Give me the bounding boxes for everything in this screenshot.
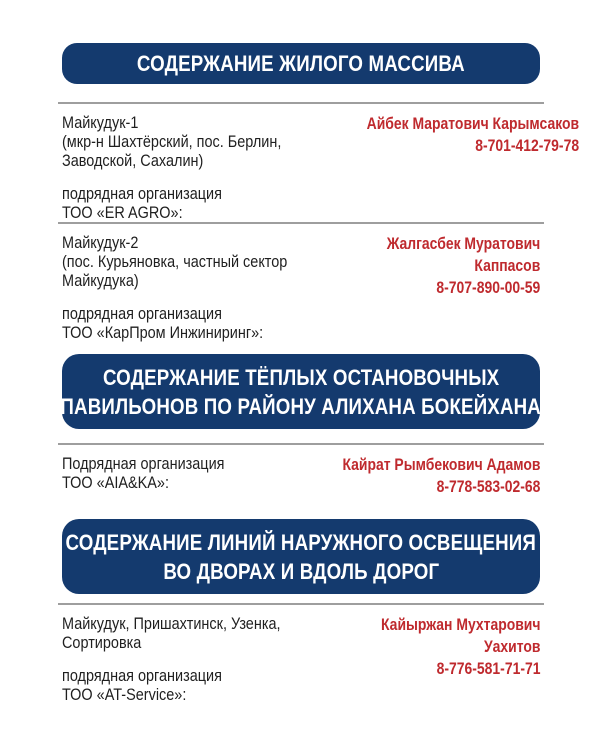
org-line: подрядная организация (62, 184, 222, 203)
contractor-organization (62, 304, 287, 342)
divider (58, 603, 544, 605)
entry-details (62, 113, 281, 222)
org-line: ТОО «ER AGRO»: (62, 203, 183, 222)
area-line: Заводской, Сахалин) (62, 151, 204, 170)
contact-name: Айбек Маратович Карымсаков (366, 114, 580, 133)
org-line: ТОО «КарПром Инжиниринг»: (62, 323, 264, 342)
entry-maikuduk-2 (62, 233, 540, 342)
entry-pavilions-contractor (62, 454, 540, 498)
section-header-text: ВО ДВОРАХ И ВДОЛЬ ДОРОГ (163, 558, 439, 584)
contact-block (367, 113, 579, 157)
section-header-text: ПАВИЛЬОНОВ ПО РАЙОНУ АЛИХАНА БОКЕЙХАНА (60, 393, 542, 419)
divider (58, 222, 544, 224)
contact-name: Кайыржан Мухтарович (380, 615, 540, 634)
entry-details (62, 454, 224, 492)
org-line: Подрядная организация (62, 454, 225, 473)
area-line: Майкудук, Пришахтинск, Узенка, (62, 614, 281, 633)
area-line: (пос. Курьяновка, частный сектор (62, 252, 288, 271)
contractor-organization (62, 666, 281, 704)
entry-lighting-areas (62, 614, 540, 704)
section-header-warm-pavilions (62, 354, 540, 429)
org-line: ТОО «AIA&KA»: (62, 473, 169, 492)
org-line: ТОО «AT-Service»: (62, 685, 187, 704)
org-line: подрядная организация (62, 304, 222, 323)
area-line: Сортировка (62, 633, 142, 652)
contact-phone: 8-701-412-79-78 (475, 136, 580, 155)
contact-phone: 8-707-890-00-59 (436, 278, 540, 297)
section-header-text: СОДЕРЖАНИЕ ЖИЛОГО МАССИВА (137, 51, 465, 76)
contact-block (342, 454, 540, 498)
area-line: (мкр-н Шахтёрский, пос. Берлин, (62, 132, 282, 151)
contact-phone: 8-778-583-02-68 (436, 477, 540, 496)
contractor-organization (62, 454, 224, 492)
contact-name: Жалгасбек Муратович (386, 234, 540, 253)
section-header-street-lighting (62, 519, 540, 594)
org-line: подрядная организация (62, 666, 222, 685)
service-area (62, 233, 287, 290)
contractor-organization (62, 184, 281, 222)
area-line: Майкудука) (62, 271, 139, 290)
area-line: Майкудук-1 (62, 113, 139, 132)
contact-name: Уахитов (483, 637, 540, 656)
contact-name: Каппасов (474, 256, 540, 275)
area-line: Майкудук-2 (62, 233, 139, 252)
contact-block (386, 233, 540, 299)
section-header-text: СОДЕРЖАНИЕ ТЁПЛЫХ ОСТАНОВОЧНЫХ (102, 364, 500, 390)
divider (58, 443, 544, 445)
service-area (62, 614, 281, 652)
contact-name: Кайрат Рымбекович Адамов (342, 455, 540, 474)
divider (58, 102, 544, 104)
entry-maikuduk-1 (62, 113, 580, 222)
section-header-residential-area (62, 43, 540, 84)
service-area (62, 113, 281, 170)
section-header-text: СОДЕРЖАНИЕ ЛИНИЙ НАРУЖНОГО ОСВЕЩЕНИЯ (65, 529, 537, 555)
contact-phone: 8-776-581-71-71 (436, 659, 540, 678)
entry-details (62, 233, 287, 342)
contact-block (381, 614, 540, 680)
entry-details (62, 614, 281, 704)
